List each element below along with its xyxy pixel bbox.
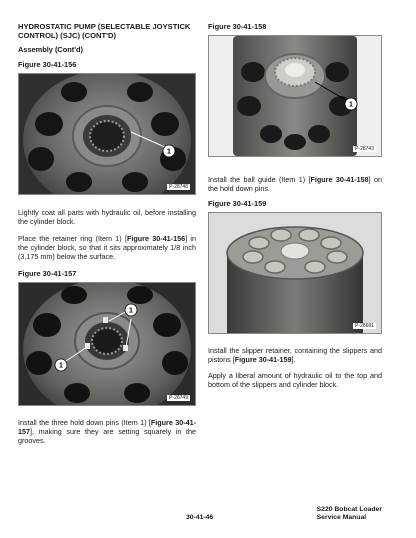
manual-title-line1: S220 Bobcat Loader [316,506,382,513]
paragraph-slipper-retainer: Install the slipper retainer, containing the slippers and pistons [Figure 30-41-159]. [208,346,382,364]
figure-157-caption: Figure 30-41-157 [18,269,77,278]
figure-159-photo [208,212,382,334]
left-column [18,22,196,445]
hold-down-pins-image [19,283,195,405]
figure-159-caption: Figure 30-41-159 [208,199,267,208]
figure-159-ref: Figure 30-41-159 [234,355,292,364]
page-number: 30-41-46 [186,514,214,521]
figure-156-photo [18,73,196,195]
figure-156-photo-id: P-28748 [169,184,188,190]
manual-title-line2: Service Manual [316,514,367,521]
figure-158-ref: Figure 30-41-158 [310,175,369,184]
figure-157-ref: Figure 30-41-157 [18,418,196,436]
figure-158-caption: Figure 30-41-158 [208,22,267,31]
slipper-retainer-image [209,213,381,333]
figure-157-callout-a: 1 [129,307,133,315]
cylinder-block-retainer-ring-image [19,74,195,194]
sub-heading: Assembly (Cont'd) [18,45,83,54]
paragraph-retainer-ring: Place the retainer ring (Item 1) [Figure 30-41-156] in the cylinder block, so that it sits approximately 1/8 inch (3,175 mm) below the surface. [18,234,196,261]
ball-guide-image [209,36,381,156]
manual-title [317,506,382,522]
figure-156-caption: Figure 30-41-156 [18,60,77,69]
paragraph-hold-down-pins: Install the three hold down pins (Item 1) [Figure 30-41-157], making sure they are setting squarely in the grooves. [18,418,196,445]
figure-159-photo-id: P-28681 [355,323,374,329]
figure-157-photo-id: P-28749 [169,395,188,401]
right-column [208,22,382,389]
paragraph-apply-oil: Apply a liberal amount of hydraulic oil to the top and bottom of the slippers and cylinder block. [208,371,382,389]
paragraph-coat-parts: Lightly coat all parts with hydraulic oil, before installing the cylinder block. [18,208,196,226]
figure-157-photo [18,282,196,406]
section-heading-line2: CONTROL) (SJC) (CONT'D) [18,31,116,40]
section-heading-line1: HYDROSTATIC PUMP (SELECTABLE JOYSTICK [18,22,191,31]
figure-157-callout-b: 1 [59,362,63,370]
paragraph-ball-guide: Install the ball guide (Item 1) [Figure 30-41-158] on the hold down pins. [208,175,382,193]
figure-156-ref: Figure 30-41-156 [127,234,186,243]
figure-156-callout: 1 [167,148,171,156]
figure-158-photo [208,35,382,157]
figure-158-photo-id: P-28743 [355,146,374,152]
figure-158-callout: 1 [349,101,353,109]
section-heading [18,22,196,40]
